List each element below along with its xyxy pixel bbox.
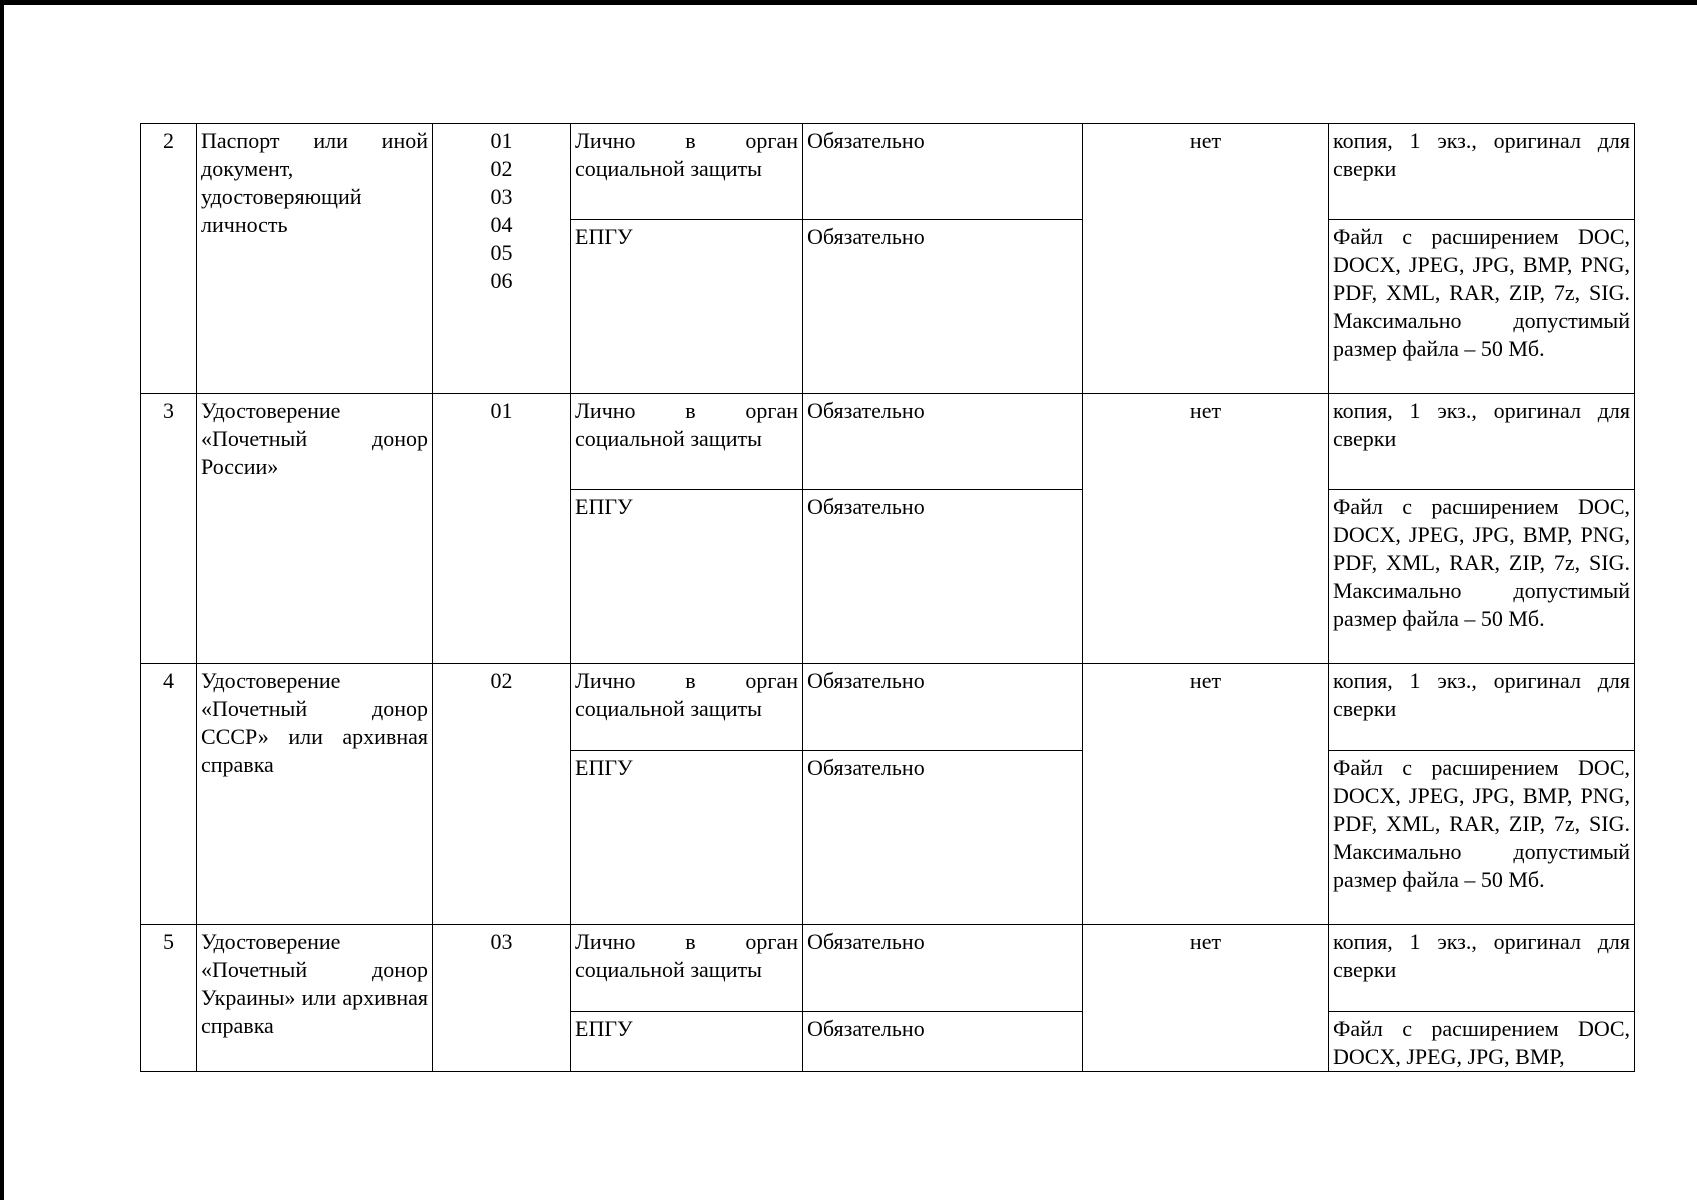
category-codes [433, 925, 571, 1072]
document-name: Удостоверение «Почетный донор СССР» или архивная справка [197, 664, 433, 925]
submission-method: Лично в орган социальной защиты [571, 394, 803, 490]
code-item: 04 [490, 212, 513, 237]
submission-note: Файл с расширением DOC, DOCX, JPEG, JPG, BMP, PNG, PDF, XML, RAR, ZIP, 7z, SIG. Максимально допустимый размер файла – 50 Мб. [1329, 490, 1635, 664]
category-codes [433, 124, 571, 394]
document-name: Удостоверение «Почетный донор Украины» или архивная справка [197, 925, 433, 1072]
row-number: 5 [141, 925, 197, 1072]
submission-method: ЕПГУ [571, 1012, 803, 1072]
submission-method: ЕПГУ [571, 490, 803, 664]
table-row [141, 664, 1635, 751]
table-row [141, 925, 1635, 1012]
requirement-status: Обязательно [803, 664, 1083, 751]
code-item: 02 [490, 668, 513, 693]
documents-table [140, 123, 1635, 1072]
own-initiative-flag: нет [1083, 124, 1329, 394]
submission-note: Файл с расширением DOC, DOCX, JPEG, JPG, BMP, PNG, PDF, XML, RAR, ZIP, 7z, SIG. Максимально допустимый размер файла – 50 Мб. [1329, 751, 1635, 925]
submission-note: Файл с расширением DOC, DOCX, JPEG, JPG, BMP, [1329, 1012, 1635, 1072]
code-item: 06 [490, 268, 513, 293]
requirement-status: Обязательно [803, 751, 1083, 925]
requirement-status: Обязательно [803, 925, 1083, 1012]
submission-note: копия, 1 экз., оригинал для сверки [1329, 394, 1635, 490]
requirement-status: Обязательно [803, 220, 1083, 394]
document-name: Паспорт или иной документ, удостоверяющий личность [197, 124, 433, 394]
code-item: 03 [490, 184, 513, 209]
code-item: 05 [490, 240, 513, 265]
code-item: 02 [490, 156, 513, 181]
code-item: 03 [490, 929, 513, 954]
submission-note: Файл с расширением DOC, DOCX, JPEG, JPG, BMP, PNG, PDF, XML, RAR, ZIP, 7z, SIG. Максимально допустимый размер файла – 50 Мб. [1329, 220, 1635, 394]
row-number: 3 [141, 394, 197, 664]
submission-method: ЕПГУ [571, 751, 803, 925]
submission-method: Лично в орган социальной защиты [571, 124, 803, 220]
submission-note: копия, 1 экз., оригинал для сверки [1329, 124, 1635, 220]
requirement-status: Обязательно [803, 1012, 1083, 1072]
submission-note: копия, 1 экз., оригинал для сверки [1329, 664, 1635, 751]
category-codes [433, 394, 571, 664]
own-initiative-flag: нет [1083, 925, 1329, 1072]
table-row [141, 394, 1635, 490]
document-name: Удостоверение «Почетный донор России» [197, 394, 433, 664]
scan-edge-top [0, 0, 1697, 5]
requirement-status: Обязательно [803, 394, 1083, 490]
table-row [141, 124, 1635, 220]
own-initiative-flag: нет [1083, 664, 1329, 925]
row-number: 2 [141, 124, 197, 394]
requirement-status: Обязательно [803, 490, 1083, 664]
code-item: 01 [490, 128, 513, 153]
submission-note: копия, 1 экз., оригинал для сверки [1329, 925, 1635, 1012]
submission-method: Лично в орган социальной защиты [571, 664, 803, 751]
scan-edge-left [0, 0, 4, 1200]
submission-method: Лично в орган социальной защиты [571, 925, 803, 1012]
category-codes [433, 664, 571, 925]
code-item: 01 [490, 398, 513, 423]
requirement-status: Обязательно [803, 124, 1083, 220]
own-initiative-flag: нет [1083, 394, 1329, 664]
submission-method: ЕПГУ [571, 220, 803, 394]
row-number: 4 [141, 664, 197, 925]
